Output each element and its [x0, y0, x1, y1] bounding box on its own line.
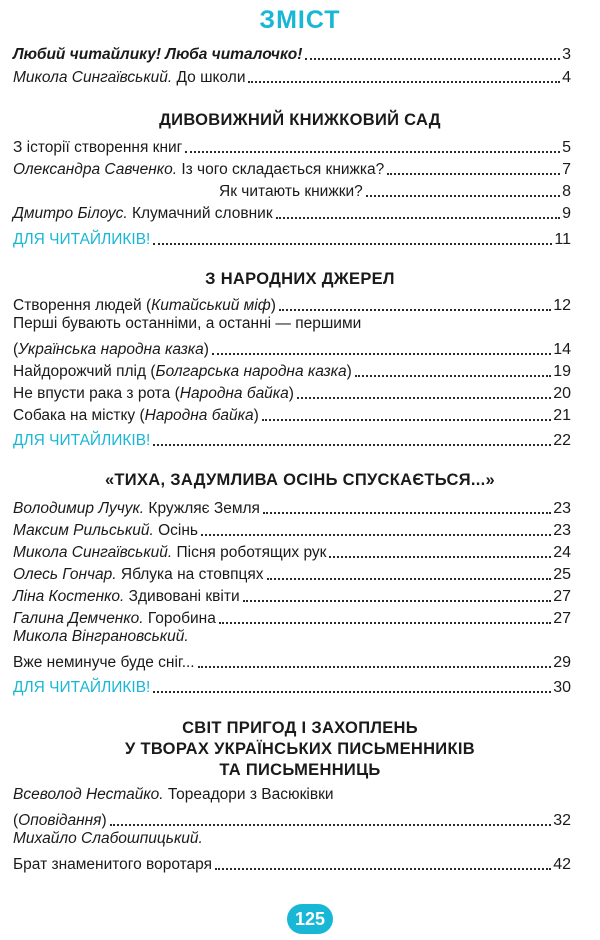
- toc-entry[interactable]: [13, 852, 571, 874]
- dot-leader: [267, 578, 552, 580]
- entry-title: Брат знаменитого воротаря: [13, 856, 213, 873]
- entry-author: Галина Демченко.: [13, 610, 144, 627]
- entry-page: 20: [553, 385, 571, 402]
- entry-page: 5: [562, 139, 571, 156]
- toc-entry[interactable]: [13, 562, 571, 584]
- entry-page: 12: [553, 297, 571, 314]
- entry-page: 29: [553, 654, 571, 671]
- toc-entry[interactable]: [13, 179, 571, 201]
- dot-leader: [153, 243, 552, 245]
- dot-leader: [198, 666, 552, 668]
- entry-page: 21: [553, 407, 571, 424]
- entry-page: 24: [553, 544, 571, 561]
- entry-note: Китайський міф: [151, 297, 271, 314]
- section-heading: [0, 718, 600, 781]
- entry-title: Осінь: [153, 522, 198, 539]
- dot-leader: [110, 824, 552, 826]
- toc-entry[interactable]: [13, 650, 571, 672]
- entry-paren: ): [270, 297, 276, 314]
- entry-author: Михайло Слабошпицький.: [13, 830, 203, 847]
- entry-author: Микола Сингаївський.: [13, 69, 173, 86]
- entry-author: Володимир Лучук.: [13, 500, 145, 517]
- page-title: ЗМІСТ: [259, 6, 341, 34]
- toc-entry[interactable]: [13, 201, 571, 223]
- entry-title: Пісня роботящих рук: [172, 544, 327, 561]
- entry-title: Не впусти рака з рота (: [13, 385, 180, 402]
- dot-leader: [212, 353, 551, 355]
- section-heading-line: СВІТ ПРИГОД І ЗАХОПЛЕНЬ: [182, 719, 418, 737]
- toc-entry[interactable]: [13, 496, 571, 518]
- dot-leader: [219, 622, 551, 624]
- dot-leader: [279, 309, 551, 311]
- toc-entry[interactable]: [13, 584, 571, 606]
- entry-page: 27: [553, 588, 571, 605]
- entry-paren: ): [346, 363, 352, 380]
- toc-entry[interactable]: [13, 359, 571, 381]
- dot-leader: [355, 375, 551, 377]
- entry-page: 23: [553, 500, 571, 517]
- toc-entry[interactable]: [13, 606, 571, 628]
- entry-title: ДЛЯ ЧИТАЙЛИКІВ!: [13, 231, 151, 248]
- toc-entry[interactable]: [13, 628, 571, 650]
- entry-note: Оповідання: [18, 812, 102, 829]
- entry-title: Кружляє Земля: [144, 500, 260, 517]
- dot-leader: [366, 195, 560, 197]
- entry-page: 3: [562, 46, 571, 63]
- entry-author: Микола Вінграновський.: [13, 628, 189, 645]
- toc-entry[interactable]: [13, 518, 571, 540]
- toc-entry[interactable]: [13, 157, 571, 179]
- entry-page: 11: [554, 231, 571, 248]
- dot-leader: [153, 691, 551, 693]
- entry-author: Микола Сингаївський.: [13, 544, 173, 561]
- entry-paren: (: [13, 812, 19, 829]
- dot-leader: [297, 397, 551, 399]
- toc-entry[interactable]: [13, 403, 571, 425]
- entry-title: Любий читайлику! Люба читалочко!: [13, 46, 303, 63]
- toc-entry[interactable]: [13, 808, 571, 830]
- entry-page: 14: [553, 341, 571, 358]
- page-number-badge: 125: [287, 904, 333, 934]
- entry-page: 27: [553, 610, 571, 627]
- entry-page: 42: [553, 856, 571, 873]
- entry-title: Собака на містку (: [13, 407, 145, 424]
- dot-leader: [185, 151, 560, 153]
- dot-leader: [215, 868, 551, 870]
- entry-title: Перші бувають останніми, а останні — першими: [13, 315, 362, 332]
- entry-page: 4: [562, 69, 571, 86]
- toc-entry[interactable]: [13, 293, 571, 315]
- toc-entry[interactable]: [13, 540, 571, 562]
- entry-author: Ліна Костенко.: [13, 588, 125, 605]
- entry-title: З історії створення книг: [13, 139, 183, 156]
- toc-entry-for-readers[interactable]: [13, 227, 571, 249]
- entry-paren: (: [13, 341, 19, 358]
- toc-entry[interactable]: [13, 786, 571, 808]
- toc-entry[interactable]: [13, 42, 571, 64]
- entry-title: Клумачний словник: [127, 205, 273, 222]
- entry-title: До школи: [172, 69, 246, 86]
- toc-entry[interactable]: [13, 315, 571, 337]
- entry-author: Максим Рильський.: [13, 522, 154, 539]
- entry-page: 7: [562, 161, 571, 178]
- dot-leader: [387, 173, 560, 175]
- entry-page: 22: [553, 432, 571, 449]
- entry-author: Олександра Савченко.: [13, 161, 178, 178]
- toc-entry-for-readers[interactable]: [13, 675, 571, 697]
- entry-title: Із чого складається книжка?: [177, 161, 385, 178]
- entry-page: 8: [562, 183, 571, 200]
- entry-title: ДЛЯ ЧИТАЙЛИКІВ!: [13, 679, 151, 696]
- dot-leader: [263, 512, 551, 514]
- toc-entry[interactable]: [13, 135, 571, 157]
- entry-title: Найдорожчий плід (: [13, 363, 156, 380]
- dot-leader: [243, 600, 552, 602]
- entry-title: Вже неминуче буде сніг...: [13, 654, 195, 671]
- entry-author: Олесь Гончар.: [13, 566, 117, 583]
- toc-entry[interactable]: [13, 381, 571, 403]
- toc-entry[interactable]: [13, 337, 571, 359]
- section-heading: ДИВОВИЖНИЙ КНИЖКОВИЙ САД: [159, 111, 441, 129]
- entry-page: 9: [562, 205, 571, 222]
- entry-paren: ): [253, 407, 259, 424]
- entry-page: 25: [553, 566, 571, 583]
- entry-page: 19: [553, 363, 571, 380]
- entry-note: Болгарська народна казка: [155, 363, 347, 380]
- entry-author: Дмитро Білоус.: [13, 205, 128, 222]
- dot-leader: [329, 556, 551, 558]
- entry-page: 30: [553, 679, 571, 696]
- dot-leader: [276, 217, 560, 219]
- section-heading: З НАРОДНИХ ДЖЕРЕЛ: [205, 270, 395, 288]
- dot-leader: [248, 81, 560, 83]
- dot-leader: [153, 444, 551, 446]
- entry-title: Яблука на стовпцях: [116, 566, 264, 583]
- entry-paren: ): [203, 341, 209, 358]
- entry-title: Як читають книжки?: [219, 183, 363, 200]
- entry-title: Створення людей (: [13, 297, 152, 314]
- dot-leader: [305, 58, 560, 60]
- toc-entry[interactable]: [13, 830, 571, 852]
- entry-note: Народна байка: [179, 385, 289, 402]
- section-heading-line: ТА ПИСЬМЕННИЦЬ: [219, 761, 381, 779]
- entry-title: Тореадори з Васюківки: [163, 786, 334, 803]
- entry-note: Українська народна казка: [18, 341, 204, 358]
- entry-title: Горобина: [143, 610, 216, 627]
- toc-entry-for-readers[interactable]: [13, 428, 571, 450]
- entry-title: ДЛЯ ЧИТАЙЛИКІВ!: [13, 432, 151, 449]
- entry-page: 32: [553, 812, 571, 829]
- dot-leader: [262, 419, 551, 421]
- entry-title: Здивовані квіти: [124, 588, 240, 605]
- entry-paren: ): [101, 812, 107, 829]
- entry-page: 23: [553, 522, 571, 539]
- section-heading-line: У ТВОРАХ УКРАЇНСЬКИХ ПИСЬМЕННИКІВ: [125, 740, 475, 758]
- entry-author: Всеволод Нестайко.: [13, 786, 164, 803]
- entry-note: Народна байка: [144, 407, 254, 424]
- section-heading: «ТИХА, ЗАДУМЛИВА ОСІНЬ СПУСКАЄТЬСЯ...»: [104, 471, 496, 489]
- dot-leader: [201, 534, 551, 536]
- entry-paren: ): [288, 385, 294, 402]
- toc-entry[interactable]: [13, 65, 571, 87]
